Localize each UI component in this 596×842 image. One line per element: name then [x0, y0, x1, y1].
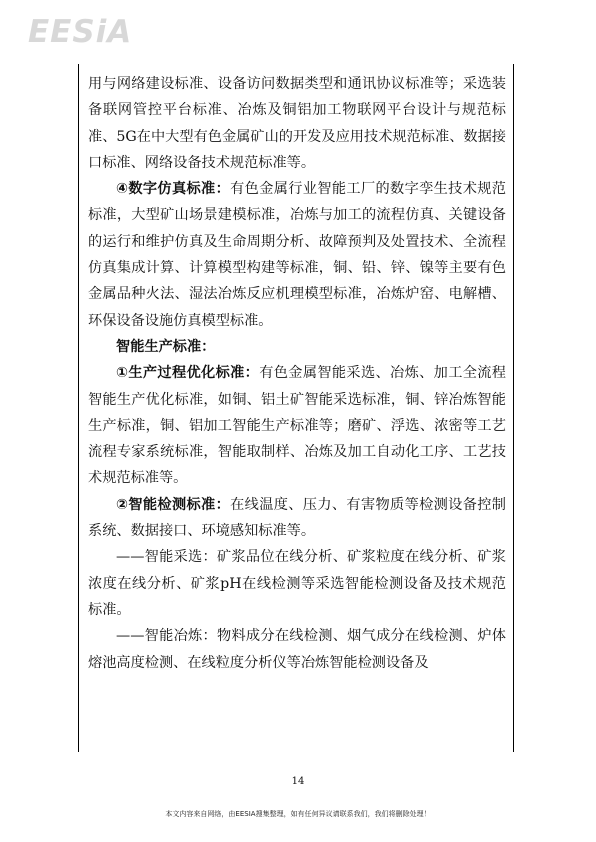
paragraph-text: ——智能冶炼：物料成分在线检测、烟气成分在线检测、炉体熔池高度检测、在线粒度分析仪等冶炼智能检测设备及: [88, 628, 506, 671]
paragraph-smart-detection: [88, 492, 506, 545]
footer-notice: 本文内容来自网络，由EESIA搜集整理，如有任何异议请联系我们，我们将删除处理！: [165, 810, 431, 818]
paragraph-smart-smelting: [88, 623, 506, 676]
heading-process-optimization: ①生产过程优化标准：: [116, 365, 260, 382]
eesia-logo: EESiA: [28, 14, 133, 50]
paragraph-digital-simulation: [88, 176, 506, 334]
heading-smart-detection: ②智能检测标准：: [116, 496, 231, 513]
paragraph-smart-mining: [88, 544, 506, 623]
section-heading-smart-production: [88, 334, 506, 360]
paragraph-text: 在线温度、压力、有害物质等检测设备控制系统、数据接口、环境感知标准等。: [88, 496, 506, 540]
paragraph-process-optimization: [88, 360, 506, 491]
page-number: 14: [291, 776, 305, 787]
paragraph-text: 用与网络建设标准、设备访问数据类型和通讯协议标准等；采选装备联网管控平台标准、冶炼及铜铝加工物联网平台设计与规范标准、5G在中大型有色金属矿山的开发及应用技术规范标准、数据接口标准、网络设备技术规范标准等。: [88, 76, 506, 171]
paragraph-text: ——智能采选：矿浆品位在线分析、矿浆粒度在线分析、矿浆浓度在线分析、矿浆pH在线检测等采选智能检测设备及技术规范标准。: [88, 549, 506, 618]
document-body: [88, 71, 506, 676]
paragraph-text: 有色金属行业智能工厂的数字孪生技术规范标准，大型矿山场景建模标准，冶炼与加工的流程仿真、关键设备的运行和维护仿真及生命周期分析、故障预判及处置技术、全流程仿真集成计算、计算模型构建等标准，铜、铅、锌、镍等主要有色金属品种火法、湿法冶炼反应机理模型标准，冶炼炉窑、电解槽、环保设备设施仿真模型标准。: [88, 181, 506, 329]
heading-digital-simulation: ④数字仿真标准：: [116, 181, 231, 198]
heading-smart-production: 智能生产标准：: [116, 338, 216, 355]
paragraph-text: 有色金属智能采选、冶炼、加工全流程智能生产优化标准，如铜、铝土矿智能采选标准，铜、锌冶炼智能生产标准，铜、铝加工智能生产标准等；磨矿、浮选、浓密等工艺流程专家系统标准，智能取制样、冶炼及加工自动化工序、工艺技术规范标准等。: [88, 365, 506, 487]
paragraph-network-standards: [88, 71, 506, 176]
